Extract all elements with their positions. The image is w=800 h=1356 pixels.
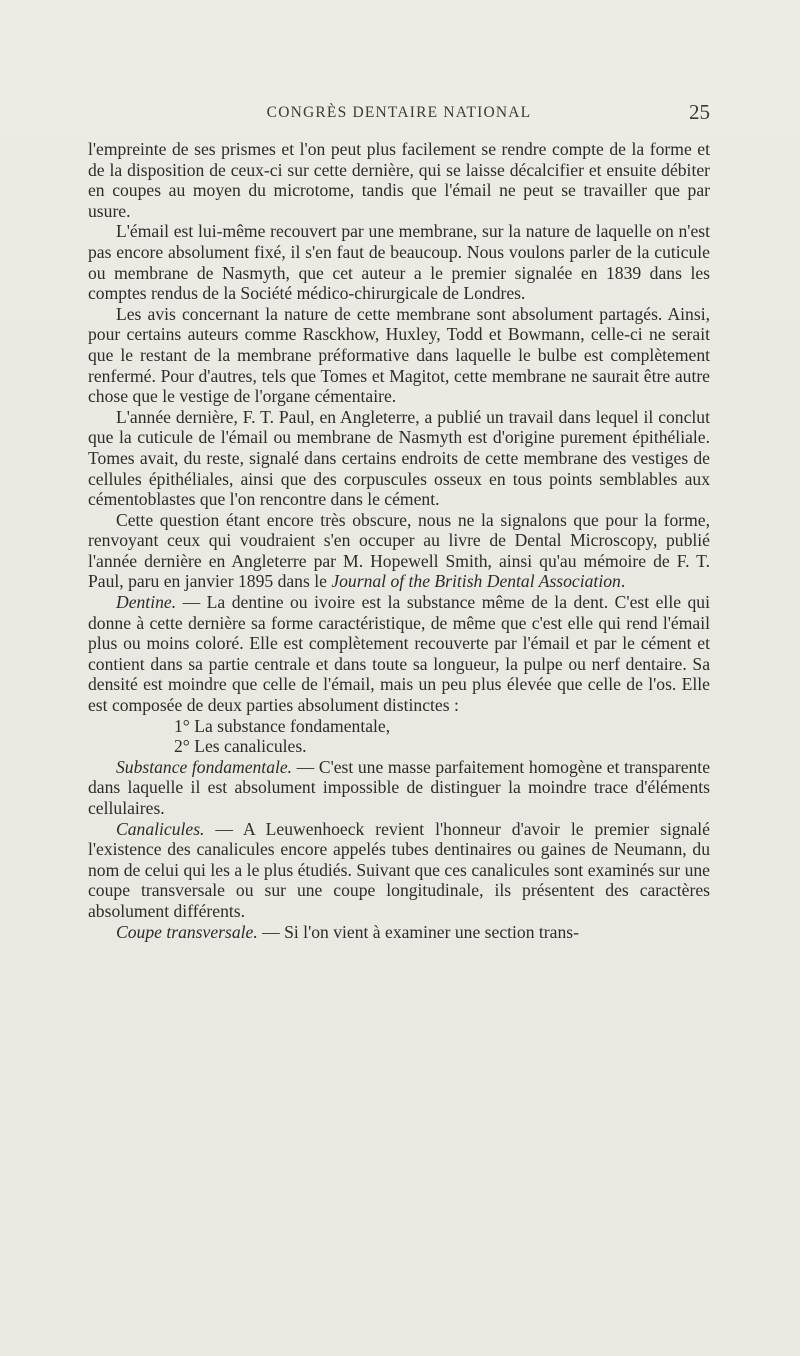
- heading-canalicules: Canalicules.: [116, 818, 205, 839]
- paragraph-coupe: [88, 922, 710, 943]
- paragraph-continuation: l'empreinte de ses prismes et l'on peut plus facilement se rendre compte de la forme et de la disposition de ceux-ci sur cette dernière, qui se laisse décalcifier et ensuite débiter en coupes au moyen du microtome, tandis que l'émail ne peut se travailler que par usure.: [88, 139, 710, 221]
- heading-substance: Substance fondamentale.: [116, 756, 293, 777]
- running-head: CONGRÈS DENTAIRE NATIONAL: [266, 104, 532, 121]
- paragraph-paul-study: L'année dernière, F. T. Paul, en Angleterre, a publié un travail dans lequel il conclut que la cuticule de l'émail ou membrane de Nasmyth est d'origine purement épithéliale. Tomes avait, du reste, signalé dans certains endroits de cette membrane des vestiges de cellules épithéliales, ainsi que des corpuscules osseux en tous points semblables aux cémentoblastes que l'on rencontre dans le cément.: [88, 406, 710, 510]
- paragraph-opinions: Les avis concernant la nature de cette membrane sont absolument partagés. Ainsi, pour certains auteurs comme Rasckhow, Huxley, Todd et Bowmann, celle-ci ne serait que le restant de la membrane préformative dans laquelle le bulbe est complètement renfermé. Pour d'autres, tels que Tomes et Magitot, cette membrane ne saurait être autre chose que le vestige de l'organe cémentaire.: [88, 303, 710, 407]
- page-header: [88, 100, 710, 126]
- paragraph-nasmyth-membrane: L'émail est lui-même recouvert par une membrane, sur la nature de laquelle on n'est pas encore absolument fixé, il s'en faut de beaucoup. Nous voulons parler de la cuticule ou membrane de Nasmyth, que cet auteur a le premier signalée en 1839 dans les comptes rendus de la Société médico-chirurgicale de Londres.: [88, 221, 710, 304]
- body-text: [88, 139, 710, 942]
- paragraph-canalicules: [88, 819, 710, 922]
- paragraph-obscure-end: .: [620, 571, 626, 592]
- paragraph-dentine-text: — La dentine ou ivoire est la substance même de la dent. C'est elle qui donne à cette dernière sa forme caractéristique, de même que c'est elle qui rend l'émail plus ou moins coloré. Elle est complètement recouverte par l'émail et par le cément et contient dans sa partie centrale et dans toute sa longueur, la pulpe ou nerf dentaire. Sa densité est moindre que celle de l'émail, mais un peu plus élevée que celle de l'os. Elle est composée de deux parties absolument distinctes :: [88, 592, 710, 716]
- list-item: 1° La substance fondamentale,: [174, 715, 391, 736]
- paragraph-obscure-question: [88, 510, 710, 592]
- paragraph-substance: [88, 757, 710, 819]
- paragraph-canalicules-text: — A Leuwenhoeck revient l'honneur d'avoir le premier signalé l'existence des canalicules encore appelés tubes dentinaires ou gaines de Neumann, du nom de celui qui les a le plus étudiés. Suivant que ces canalicules sont examinés sur une coupe transversale ou sur une coupe longitudinale, ils présentent des caractères absolument différents.: [88, 818, 710, 921]
- list-item: 2° Les canalicules.: [174, 736, 307, 757]
- paragraph-coupe-text: — Si l'on vient à examiner une section trans-: [257, 921, 579, 942]
- paragraph-dentine: [88, 592, 710, 716]
- paragraph-substance-text: — C'est une masse parfaitement homogène et transparente dans laquelle il est absolument impossible de distinguer la moindre trace d'éléments cellulaires.: [88, 756, 711, 818]
- journal-title: Journal of the British Dental Association: [331, 571, 621, 592]
- heading-coupe: Coupe transversale.: [116, 921, 258, 942]
- heading-dentine: Dentine.: [116, 592, 177, 613]
- paragraph-obscure-text: Cette question étant encore très obscure, nous ne la signalons que pour la forme, renvoyant ceux qui voudraient s'en occuper au livre de Dental Microscopy, publié l'année dernière en Angleterre par M. Hopewell Smith, ainsi qu'au mémoire de F. T. Paul, paru en janvier 1895 dans le: [88, 509, 710, 592]
- page-number: 25: [689, 100, 710, 124]
